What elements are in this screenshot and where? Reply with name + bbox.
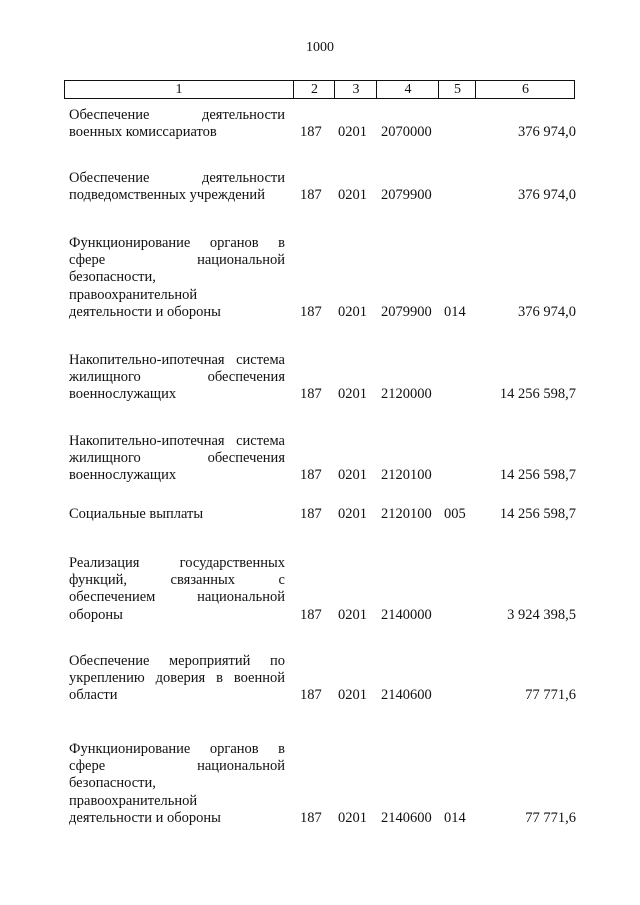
row-col-6: 77 771,6 [525, 687, 576, 704]
row-col-3: 0201 [338, 187, 367, 204]
row-col-5: 014 [444, 303, 466, 320]
header-col-6: 6 [475, 81, 575, 98]
row-name-line: сфере национальной [69, 252, 285, 269]
row-name-line: укреплению доверия в военной [69, 670, 285, 687]
row-name-line: правоохранительной [69, 792, 198, 809]
row-col-3: 0201 [338, 606, 367, 623]
row-name-line: жилищного обеспечения [69, 369, 285, 386]
row-col-2: 187 [300, 687, 322, 704]
row-name-line: военнослужащих [69, 386, 177, 403]
row-name-line: правоохранительной [69, 286, 198, 303]
row-col-4: 2120000 [381, 386, 432, 403]
row-col-6: 77 771,6 [525, 809, 576, 826]
row-col-6: 376 974,0 [518, 303, 576, 320]
row-name-line: обороны [69, 606, 123, 623]
row-name [69, 741, 285, 827]
row-name-line: деятельности и обороны [69, 809, 221, 826]
row-name [69, 555, 285, 624]
header-col-5: 5 [438, 81, 476, 98]
row-col-2: 187 [300, 467, 322, 484]
row-name [69, 107, 285, 141]
row-name-line: жилищного обеспечения [69, 450, 285, 467]
row-col-3: 0201 [338, 809, 367, 826]
row-col-2: 187 [300, 506, 322, 522]
row-name-line: Функционирование органов в [69, 741, 285, 757]
header-col-4: 4 [376, 81, 439, 98]
row-col-3: 0201 [338, 124, 367, 141]
header-col-3: 3 [334, 81, 377, 98]
row-name-line: Функционирование органов в [69, 235, 285, 251]
row-name [69, 170, 285, 204]
row-name-line: области [69, 687, 118, 704]
row-col-4: 2140000 [381, 606, 432, 623]
header-col-2: 2 [293, 81, 335, 98]
row-name-line: безопасности, [69, 775, 156, 792]
row-name [69, 235, 285, 321]
row-col-6: 14 256 598,7 [499, 506, 576, 522]
row-col-2: 187 [300, 303, 322, 320]
row-col-4: 2120100 [381, 506, 432, 522]
row-col-4: 2079900 [381, 187, 432, 204]
row-col-4: 2079900 [381, 303, 432, 320]
row-name-line: Накопительно-ипотечная система [69, 352, 285, 368]
row-col-2: 187 [300, 809, 322, 826]
row-name-line: безопасности, [69, 269, 156, 286]
row-name [69, 433, 285, 485]
row-col-2: 187 [300, 606, 322, 623]
row-col-5: 005 [444, 506, 466, 522]
row-name-line: Накопительно-ипотечная система [69, 433, 285, 449]
row-col-6: 3 924 398,5 [507, 606, 576, 623]
row-name-line: деятельности и обороны [69, 303, 221, 320]
row-name-line: Обеспечение деятельности [69, 170, 285, 186]
row-col-6: 376 974,0 [518, 124, 576, 141]
row-name-line: функций, связанных с [69, 572, 285, 589]
row-name-line: Обеспечение мероприятий по [69, 653, 285, 669]
row-col-3: 0201 [338, 303, 367, 320]
row-name-line: Реализация государственных [69, 555, 285, 571]
row-name-line: Социальные выплаты [69, 506, 204, 522]
row-name-line: обеспечением национальной [69, 589, 285, 606]
row-name [69, 506, 285, 523]
row-name [69, 653, 285, 705]
row-col-4: 2140600 [381, 687, 432, 704]
row-col-3: 0201 [338, 386, 367, 403]
row-col-4: 2070000 [381, 124, 432, 141]
row-col-4: 2140600 [381, 809, 432, 826]
row-col-6: 14 256 598,7 [499, 386, 576, 403]
row-name-line: подведомственных учреждений [69, 187, 265, 204]
row-col-6: 14 256 598,7 [499, 467, 576, 484]
row-col-4: 2120100 [381, 467, 432, 484]
page-number: 1000 [306, 40, 334, 55]
row-col-6: 376 974,0 [518, 187, 576, 204]
header-col-1: 1 [175, 82, 183, 97]
row-name-line: военных комиссариатов [69, 124, 217, 141]
row-col-2: 187 [300, 124, 322, 141]
row-name-line: сфере национальной [69, 758, 285, 775]
row-name-line: военнослужащих [69, 467, 177, 484]
row-name [69, 352, 285, 404]
row-col-2: 187 [300, 187, 322, 204]
row-col-3: 0201 [338, 687, 367, 704]
row-col-3: 0201 [338, 506, 367, 522]
row-col-3: 0201 [338, 467, 367, 484]
row-col-5: 014 [444, 809, 466, 826]
table-header [64, 80, 575, 99]
row-col-2: 187 [300, 386, 322, 403]
row-name-line: Обеспечение деятельности [69, 107, 285, 123]
